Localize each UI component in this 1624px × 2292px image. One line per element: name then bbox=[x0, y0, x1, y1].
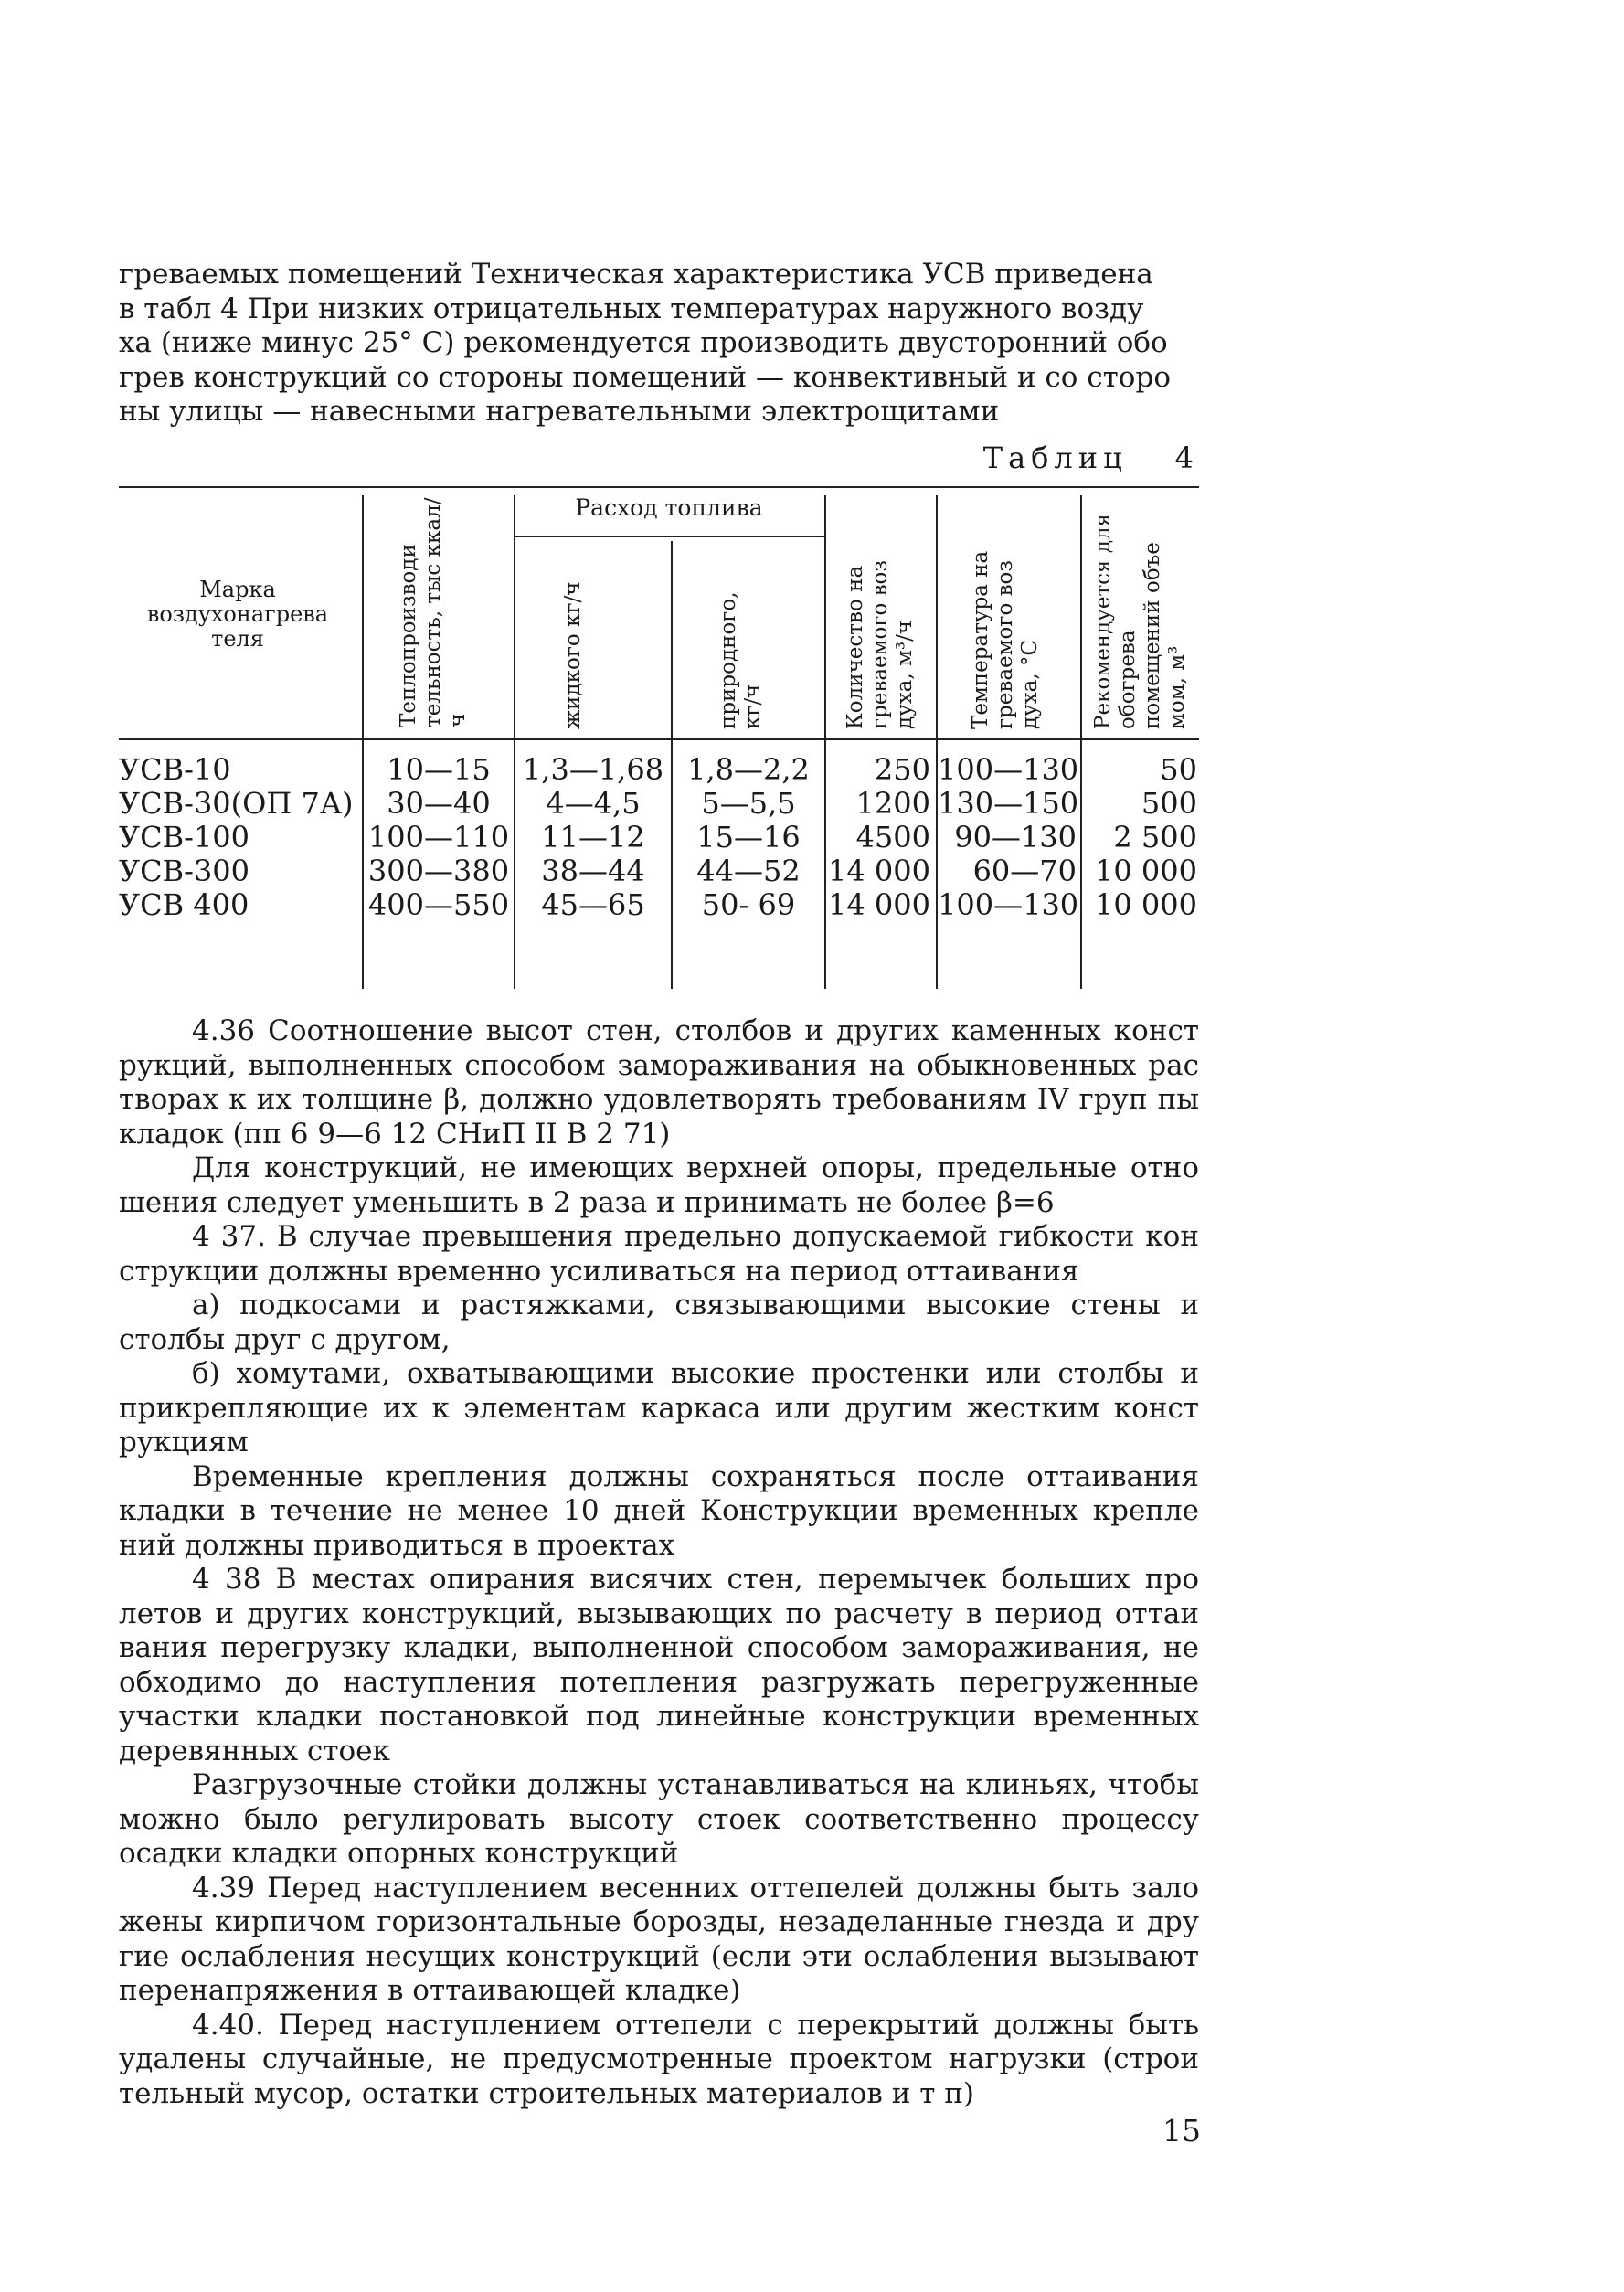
cell-heat: 300—380 bbox=[367, 854, 510, 888]
table-caption-word: Таблиц bbox=[982, 440, 1128, 475]
cell-brand: УСВ 400 bbox=[119, 887, 249, 922]
cell-natural: 1,8—2,2 bbox=[687, 752, 810, 787]
table-4 bbox=[119, 486, 1199, 996]
cell-volume: 500 bbox=[1141, 786, 1197, 821]
cell-air: 4500 bbox=[855, 820, 930, 854]
cell-volume: 10 000 bbox=[1095, 854, 1197, 888]
intro-line: в табл 4 При низких отрицательных температурах наружного возду bbox=[119, 292, 1144, 325]
page-number: 15 bbox=[1162, 2113, 1201, 2149]
cell-air: 14 000 bbox=[828, 854, 930, 888]
cell-heat: 10—15 bbox=[387, 752, 491, 787]
header-volume: Рекомендуется для обогрева помещений объе мом, м³ bbox=[1091, 513, 1189, 729]
cell-volume: 10 000 bbox=[1095, 887, 1197, 922]
fuel-subheader-rule bbox=[514, 536, 824, 537]
list-item-a: а) подкосами и растяжками, связывающими высокие стены и столбы друг с другом, bbox=[119, 1289, 1199, 1356]
cell-liquid: 4—4,5 bbox=[546, 786, 641, 821]
cell-liquid: 1,3—1,68 bbox=[522, 752, 664, 787]
cell-temp: 100—130 bbox=[938, 752, 1079, 787]
cell-heat: 400—550 bbox=[367, 887, 510, 922]
table-caption bbox=[983, 440, 1199, 475]
cell-liquid: 11—12 bbox=[541, 820, 645, 854]
header-liquid: жидкого кг/ч bbox=[561, 581, 585, 729]
cell-temp: 130—150 bbox=[938, 786, 1079, 821]
cell-air: 14 000 bbox=[828, 887, 930, 922]
intro-line: ха (ниже минус 25° С) рекомендуется производить двусторонний обо bbox=[119, 326, 1168, 359]
header-brand-line: Марка bbox=[199, 577, 276, 602]
cell-heat: 100—110 bbox=[367, 820, 510, 854]
paragraph-unloading-posts: Разгрузочные стойки должны устанавливаться на клиньях, чтобы можно было регулировать высоту стоек соответственно процессу осадки кладки опорных конструкций bbox=[119, 1768, 1199, 1870]
cell-brand: УСВ-300 bbox=[119, 854, 250, 888]
cell-natural: 15—16 bbox=[696, 820, 801, 854]
cell-brand: УСВ-30(ОП 7А) bbox=[119, 786, 354, 821]
cell-volume: 50 bbox=[1160, 752, 1197, 787]
cell-brand: УСВ-10 bbox=[119, 752, 231, 787]
cell-liquid: 45—65 bbox=[541, 887, 645, 922]
cell-temp: 90—130 bbox=[954, 820, 1077, 854]
header-heat-output: Теплопроизводи тельность, тыс ккал/ч bbox=[397, 497, 470, 727]
intro-line: грев конструкций со стороны помещений — конвективный и со сторо bbox=[119, 360, 1171, 394]
cell-temp: 100—130 bbox=[938, 887, 1079, 922]
intro-paragraph bbox=[119, 258, 1199, 430]
header-natural: природного, кг/ч bbox=[716, 591, 765, 729]
paragraph-4-38: 4 38 В местах опирания висячих стен, перемычек больших про летов и других конструкций, вызывающих по расчету в период оттаи вания перегрузку кладки, выполненной способом замораживания, не обходимо до наступления потепления разгружать перегруженные участки кладки постановкой под линейные конструкции временных деревянных стоек bbox=[119, 1563, 1199, 1767]
paragraph-4-40: 4.40. Перед наступлением оттепели с перекрытий должны быть удалены случайные, не предусмотренные проектом нагрузки (строи тельный мусор, остатки строительных материалов и т п) bbox=[119, 2008, 1199, 2110]
header-fuel-group: Расход топлива bbox=[575, 494, 763, 521]
cell-liquid: 38—44 bbox=[541, 854, 645, 888]
paragraph-4-37: 4 37. В случае превышения предельно допускаемой гибкости кон струкции должны временно усиливаться на период оттаивания bbox=[119, 1220, 1199, 1288]
paragraph-4-36-note: Для конструкций, не имеющих верхней опоры, предельные отно шения следует уменьшить в 2 раза и принимать не более β=6 bbox=[119, 1151, 1199, 1219]
cell-natural: 50- 69 bbox=[701, 887, 796, 922]
header-brand-line: теля bbox=[211, 626, 264, 652]
table-header-rule bbox=[119, 738, 1199, 740]
intro-line: ны улицы — навесными нагревательными электрощитами bbox=[119, 395, 1000, 428]
body-text bbox=[119, 1014, 1199, 2111]
header-brand bbox=[119, 578, 356, 652]
cell-natural: 44—52 bbox=[696, 854, 801, 888]
list-item-b: б) хомутами, охватывающими высокие простенки или столбы и прикрепляющие их к элементам каркаса или другим жестким конст рукциям bbox=[119, 1357, 1199, 1459]
cell-air: 1200 bbox=[855, 786, 930, 821]
header-air-amount: Количество на греваемого воз духа, м³/ч bbox=[844, 560, 917, 729]
paragraph-4-36: 4.36 Соотношение высот стен, столбов и других каменных конст рукций, выполненных способом замораживания на обыкновенных рас творах к их толщине β, должно удовлетворять требованиям IV груп пы кладок (пп 6 9—6 12 СНиП II В 2 71) bbox=[119, 1014, 1199, 1151]
header-brand-line: воздухонагрева bbox=[146, 601, 329, 627]
cell-temp: 60—70 bbox=[972, 854, 1077, 888]
cell-natural: 5—5,5 bbox=[701, 786, 796, 821]
table-caption-number: 4 bbox=[1174, 440, 1199, 475]
table-top-rule bbox=[119, 486, 1199, 488]
cell-volume: 2 500 bbox=[1113, 820, 1197, 854]
cell-brand: УСВ-100 bbox=[119, 820, 250, 854]
cell-air: 250 bbox=[874, 752, 930, 787]
paragraph-temporary-fasteners: Временные крепления должны сохраняться после оттаивания кладки в течение не менее 10 дней Конструкции временных крепле ний должны приводиться в проектах bbox=[119, 1459, 1199, 1562]
intro-line: греваемых помещений Техническая характеристика УСВ приведена bbox=[119, 258, 1153, 291]
header-air-temp: Температура на греваемого воз духа, °С bbox=[969, 550, 1042, 729]
cell-heat: 30—40 bbox=[387, 786, 491, 821]
paragraph-4-39: 4.39 Перед наступлением весенних оттепелей должны быть зало жены кирпичом горизонтальные борозды, незаделанные гнезда и дру гие ослабления несущих конструкций (если эти ослабления вызывают перенапряжения в оттаивающей кладке) bbox=[119, 1871, 1199, 2007]
